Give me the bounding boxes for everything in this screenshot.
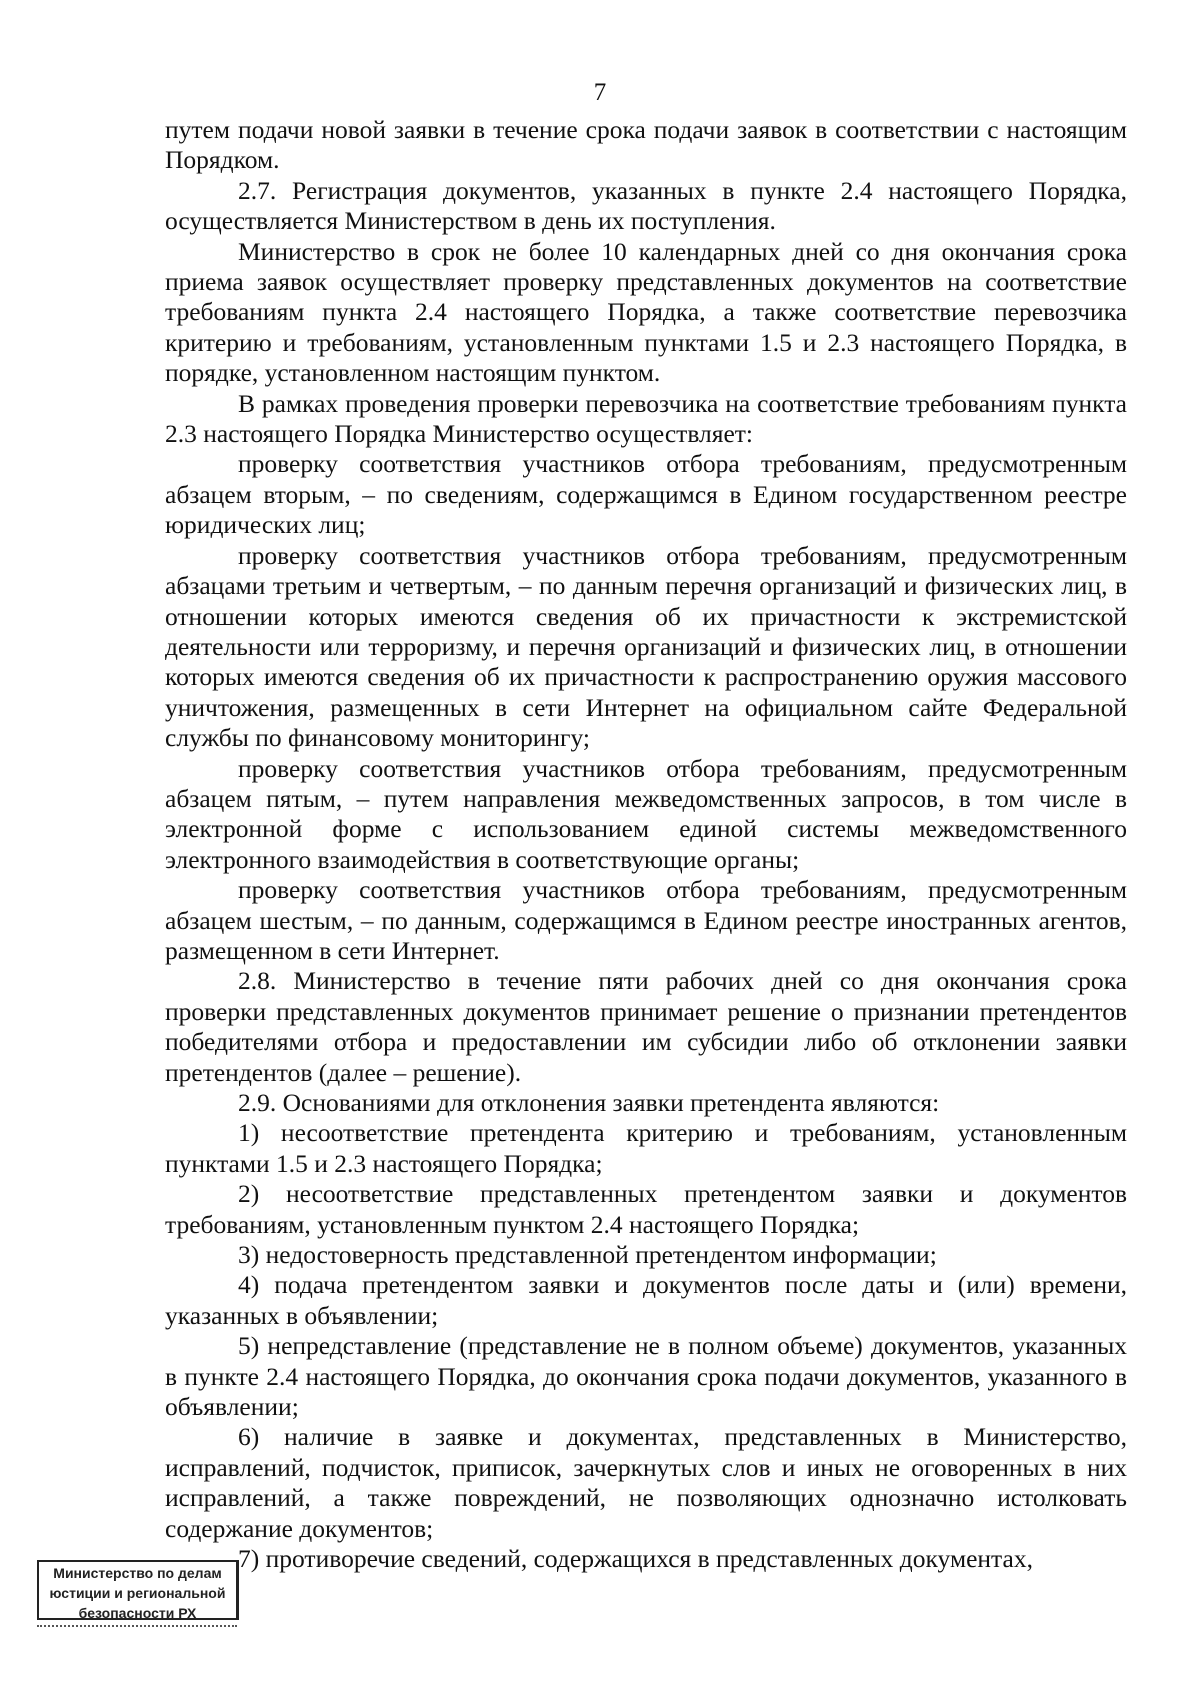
stamp-line: безопасности РХ xyxy=(78,1605,197,1621)
list-item: 4) подача претендентом заявки и документов после даты и (или) времени, указанных в объявлении; xyxy=(165,1270,1127,1330)
paragraph: 2.8. Министерство в течение пяти рабочих дней со дня окончания срока проверки представленных документов принимает решение о признании претендентов победителями отбора и предоставлении им субсидии либо об отклонении заявки претендентов (далее – решение). xyxy=(165,966,1127,1087)
document-body xyxy=(165,115,1127,1575)
paragraph: проверку соответствия участников отбора требованиям, предусмотренным абзацем пятым, – путем направления межведомственных запросов, в том числе в электронной форме с использованием единой системы межведомственного электронного взаимодействия в соответствующие органы; xyxy=(165,753,1127,874)
stamp-line: Министерство по делам xyxy=(53,1565,222,1581)
list-item: 1) несоответствие претендента критерию и требованиям, установленным пунктами 1.5 и 2.3 настоящего Порядка; xyxy=(165,1118,1127,1178)
paragraph: проверку соответствия участников отбора требованиям, предусмотренным абзацами третьим и четвертым, – по данным перечня организаций и физических лиц, в отношении которых имеются сведения об их причастности к экстремистской деятельности или терроризму, и перечня организаций и физических лиц, в отношении которых имеются сведения об их причастности к распространению оружия массового уничтожения, размещенных в сети Интернет на официальном сайте Федеральной службы по финансовому мониторингу; xyxy=(165,540,1127,753)
list-item: 7) противоречие сведений, содержащихся в представленных документах, xyxy=(238,1544,1033,1574)
paragraph: В рамках проведения проверки перевозчика на соответствие требованиям пункта 2.3 настоящего Порядка Министерство осуществляет: xyxy=(165,388,1127,449)
stamp-line: юстиции и региональной xyxy=(49,1585,226,1601)
ministry-stamp xyxy=(37,1560,239,1620)
paragraph: 2.7. Регистрация документов, указанных в пункте 2.4 настоящего Порядка, осуществляется Министерством в день их поступления. xyxy=(165,175,1127,236)
paragraph: проверку соответствия участников отбора требованиям, предусмотренным абзацем шестым, – по данным, содержащимся в Едином реестре иностранных агентов, размещенном в сети Интернет. xyxy=(165,875,1127,965)
list-item: 2) несоответствие представленных претендентом заявки и документов требованиям, установленным пунктом 2.4 настоящего Порядка; xyxy=(165,1179,1127,1239)
paragraph: путем подачи новой заявки в течение срока подачи заявок в соответствии с настоящим Порядком. xyxy=(165,115,1127,175)
page-number: 7 xyxy=(593,79,607,106)
paragraph: Министерство в срок не более 10 календарных дней со дня окончания срока приема заявок осуществляет проверку представленных документов на соответствие требованиям пункта 2.4 настоящего Порядка, а также соответствие перевозчика критерию и требованиям, установленным пунктами 1.5 и 2.3 настоящего Порядка, в порядке, установленном настоящим пунктом. xyxy=(165,236,1127,388)
list-item: 6) наличие в заявке и документах, представленных в Министерство, исправлений, подчисток, приписок, зачеркнутых слов и иных не оговоренных в них исправлений, а также повреждений, не позволяющих однозначно истолковать содержание документов; xyxy=(165,1422,1127,1543)
paragraph: 2.9. Основаниями для отклонения заявки претендента являются: xyxy=(238,1088,940,1117)
stamp-underline xyxy=(37,1625,237,1627)
paragraph: проверку соответствия участников отбора требованиям, предусмотренным абзацем вторым, – по сведениям, содержащимся в Едином государственном реестре юридических лиц; xyxy=(165,449,1127,540)
list-item: 3) недостоверность представленной претендентом информации; xyxy=(238,1240,937,1270)
list-item: 5) непредставление (представление не в полном объеме) документов, указанных в пункте 2.4 настоящего Порядка, до окончания срока подачи документов, указанного в объявлении; xyxy=(165,1331,1127,1422)
